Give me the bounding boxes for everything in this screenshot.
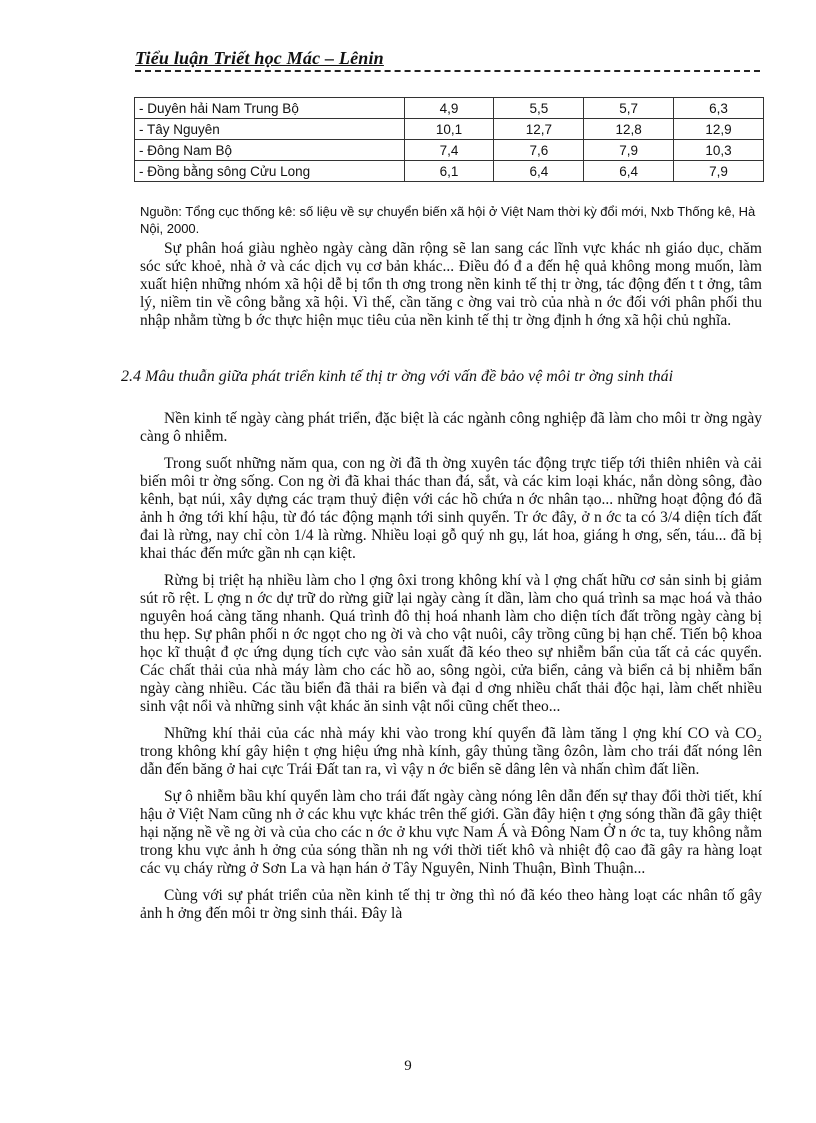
page-header xyxy=(135,48,760,69)
table-row xyxy=(135,140,764,161)
paragraph: Sự phân hoá giàu nghèo ngày càng dãn rộng sẽ lan sang các lĩnh vực khác nh giáo dục, chăm sóc sức khoẻ, nhà ở và các dịch vụ cơ bản khác... Điều đó đ a đến hệ quả không mong muốn, làm xuất hiện những nhóm xã hội dễ bị tổn th ơng trong nền kinh tế thị tr ờng, tác động đến t t ởng, tâm lý, niềm tin về công bằng xã hội. Vì thế, cần tăng c ờng vai trò của nhà n ớc đối với phân phối thu nhập nhằm từng b ớc thực hiện mục tiêu của nền kinh tế thị tr ờng định h ớng xã hội chủ nghĩa. xyxy=(140,240,762,329)
body-text-part-2 xyxy=(140,410,762,932)
value-cell: 10,1 xyxy=(404,119,494,140)
section-heading: 2.4 Mâu thuẫn giữa phát triển kinh tế thị tr ờng với vấn đề bảo vệ môi tr ờng sinh thái xyxy=(121,368,674,385)
region-cell: - Tây Nguyên xyxy=(135,119,405,140)
value-cell: 12,9 xyxy=(674,119,764,140)
statistics-table xyxy=(134,97,764,182)
value-cell: 4,9 xyxy=(404,98,494,119)
value-cell: 5,7 xyxy=(584,98,674,119)
table-body xyxy=(135,98,764,182)
paragraph: Những khí thải của các nhà máy khi vào trong khí quyển đã làm tăng l ợng khí CO và CO₂ trong không khí gây hiện t ợng hiệu ứng nhà kính, gây thủng tầng ôzôn, làm cho trái đất nóng lên dẫn đến băng ở hai cực Trái Đất tan ra, vì vậy n ớc biển sẽ dâng lên và nhấn chìm đất liền. xyxy=(140,725,762,778)
page-number: 9 xyxy=(404,1058,412,1074)
table-row xyxy=(135,98,764,119)
value-cell: 7,4 xyxy=(404,140,494,161)
paragraph: Sự ô nhiễm bầu khí quyển làm cho trái đất ngày càng nóng lên dẫn đến sự thay đổi thời tiết, khí hậu ở Việt Nam cũng nh ở các khu vực khác trên thế giới. Gần đây hiện t ợng sóng thần đã gây thiệt hại nặng nề về ng ời và của cho các n ớc ở khu vực Nam Á và Đông Nam Ở n ớc ta, tuy không nằm trong khu vực ảnh h ởng của sóng thần nh ng với thời tiết khô và nhiệt độ cao đã gây ra hàng loạt các vụ cháy rừng ở Sơn La và hạn hán ở Tây Nguyên, Ninh Thuận, Bình Thuận... xyxy=(140,788,762,877)
value-cell: 6,4 xyxy=(584,161,674,182)
value-cell: 6,1 xyxy=(404,161,494,182)
value-cell: 12,7 xyxy=(494,119,584,140)
paragraph: Rừng bị triệt hạ nhiều làm cho l ợng ôxi trong không khí và l ợng chất hữu cơ sản sinh bị giảm sút rõ rệt. L ợng n ớc dự trữ do rừng giữ lại ngày càng ít dần, làm cho quá trình sa mạc hoá và thảo nguyên hoá càng tăng nhanh. Quá trình đô thị hoá nhanh làm cho diện tích đất trồng ngày càng bị thu hẹp. Sự phân phối n ớc ngọt cho ng ời và cho vật nuôi, cây trồng cũng bị hạn chế. Tiến bộ khoa học kĩ thuật đ ợc ứng dụng tích cực vào sản xuất đã kéo theo sự nhiễm bẩn của tất cả các quyển. Các chất thải của nhà máy làm cho các hồ ao, sông ngòi, cửa biển, cảng và biển cả bị nhiễm bẩn ngày càng nhiều. Các tầu biển đã thải ra biển và đại d ơng nhiều chất thải độc hại, làm chết nhiều sinh vật nổi và những sinh vật khác ăn sinh vật nổi cũng chết theo... xyxy=(140,572,762,715)
value-cell: 12,8 xyxy=(584,119,674,140)
paragraph: Trong suốt những năm qua, con ng ời đã th ờng xuyên tác động trực tiếp tới thiên nhiên và cải biến môi tr ờng sống. Con ng ời đã khai thác than đá, sắt, và các kim loại khác, nắn dòng sông, đào kênh, bạt núi, xây dựng các trạm thuỷ điện với các hồ chứa n ớc nhân tạo... những hoạt động đó đã ảnh h ởng tới khí hậu, từ đó tác động mạnh tới sinh quyển. Tr ớc đây, ở n ớc ta có 3/4 diện tích đất đai là rừng, nay chỉ còn 1/4 là rừng. Nhiều loại gỗ quý nh gụ, lát hoa, giáng h ơng, sến, táu... đã bị khai thác đến mức gần nh cạn kiệt. xyxy=(140,455,762,562)
value-cell: 7,9 xyxy=(584,140,674,161)
value-cell: 5,5 xyxy=(494,98,584,119)
value-cell: 7,9 xyxy=(674,161,764,182)
paragraph: Cùng với sự phát triển của nền kinh tế thị tr ờng thì nó đã kéo theo hàng loạt các nhân tố gây ảnh h ởng đến môi tr ờng sinh thái. Đây là xyxy=(140,887,762,922)
source-note: Nguồn: Tổng cục thống kê: số liệu về sự chuyển biến xã hội ở Việt Nam thời kỳ đổi mới, Nxb Thống kê, Hà Nội, 2000. xyxy=(140,204,756,236)
paragraph: Nền kinh tế ngày càng phát triển, đặc biệt là các ngành công nghiệp đã làm cho môi tr ờng ngày càng ô nhiễm. xyxy=(140,410,762,445)
table-row xyxy=(135,119,764,140)
value-cell: 7,6 xyxy=(494,140,584,161)
body-text-part-1 xyxy=(140,240,762,339)
value-cell: 6,3 xyxy=(674,98,764,119)
header-title: Tiểu luận Triết học Mác – Lênin xyxy=(135,48,384,68)
value-cell: 6,4 xyxy=(494,161,584,182)
header-divider xyxy=(135,70,760,72)
region-cell: - Đồng bằng sông Cửu Long xyxy=(135,161,405,182)
region-cell: - Đông Nam Bộ xyxy=(135,140,405,161)
table-row xyxy=(135,161,764,182)
value-cell: 10,3 xyxy=(674,140,764,161)
region-cell: - Duyên hải Nam Trung Bộ xyxy=(135,98,405,119)
